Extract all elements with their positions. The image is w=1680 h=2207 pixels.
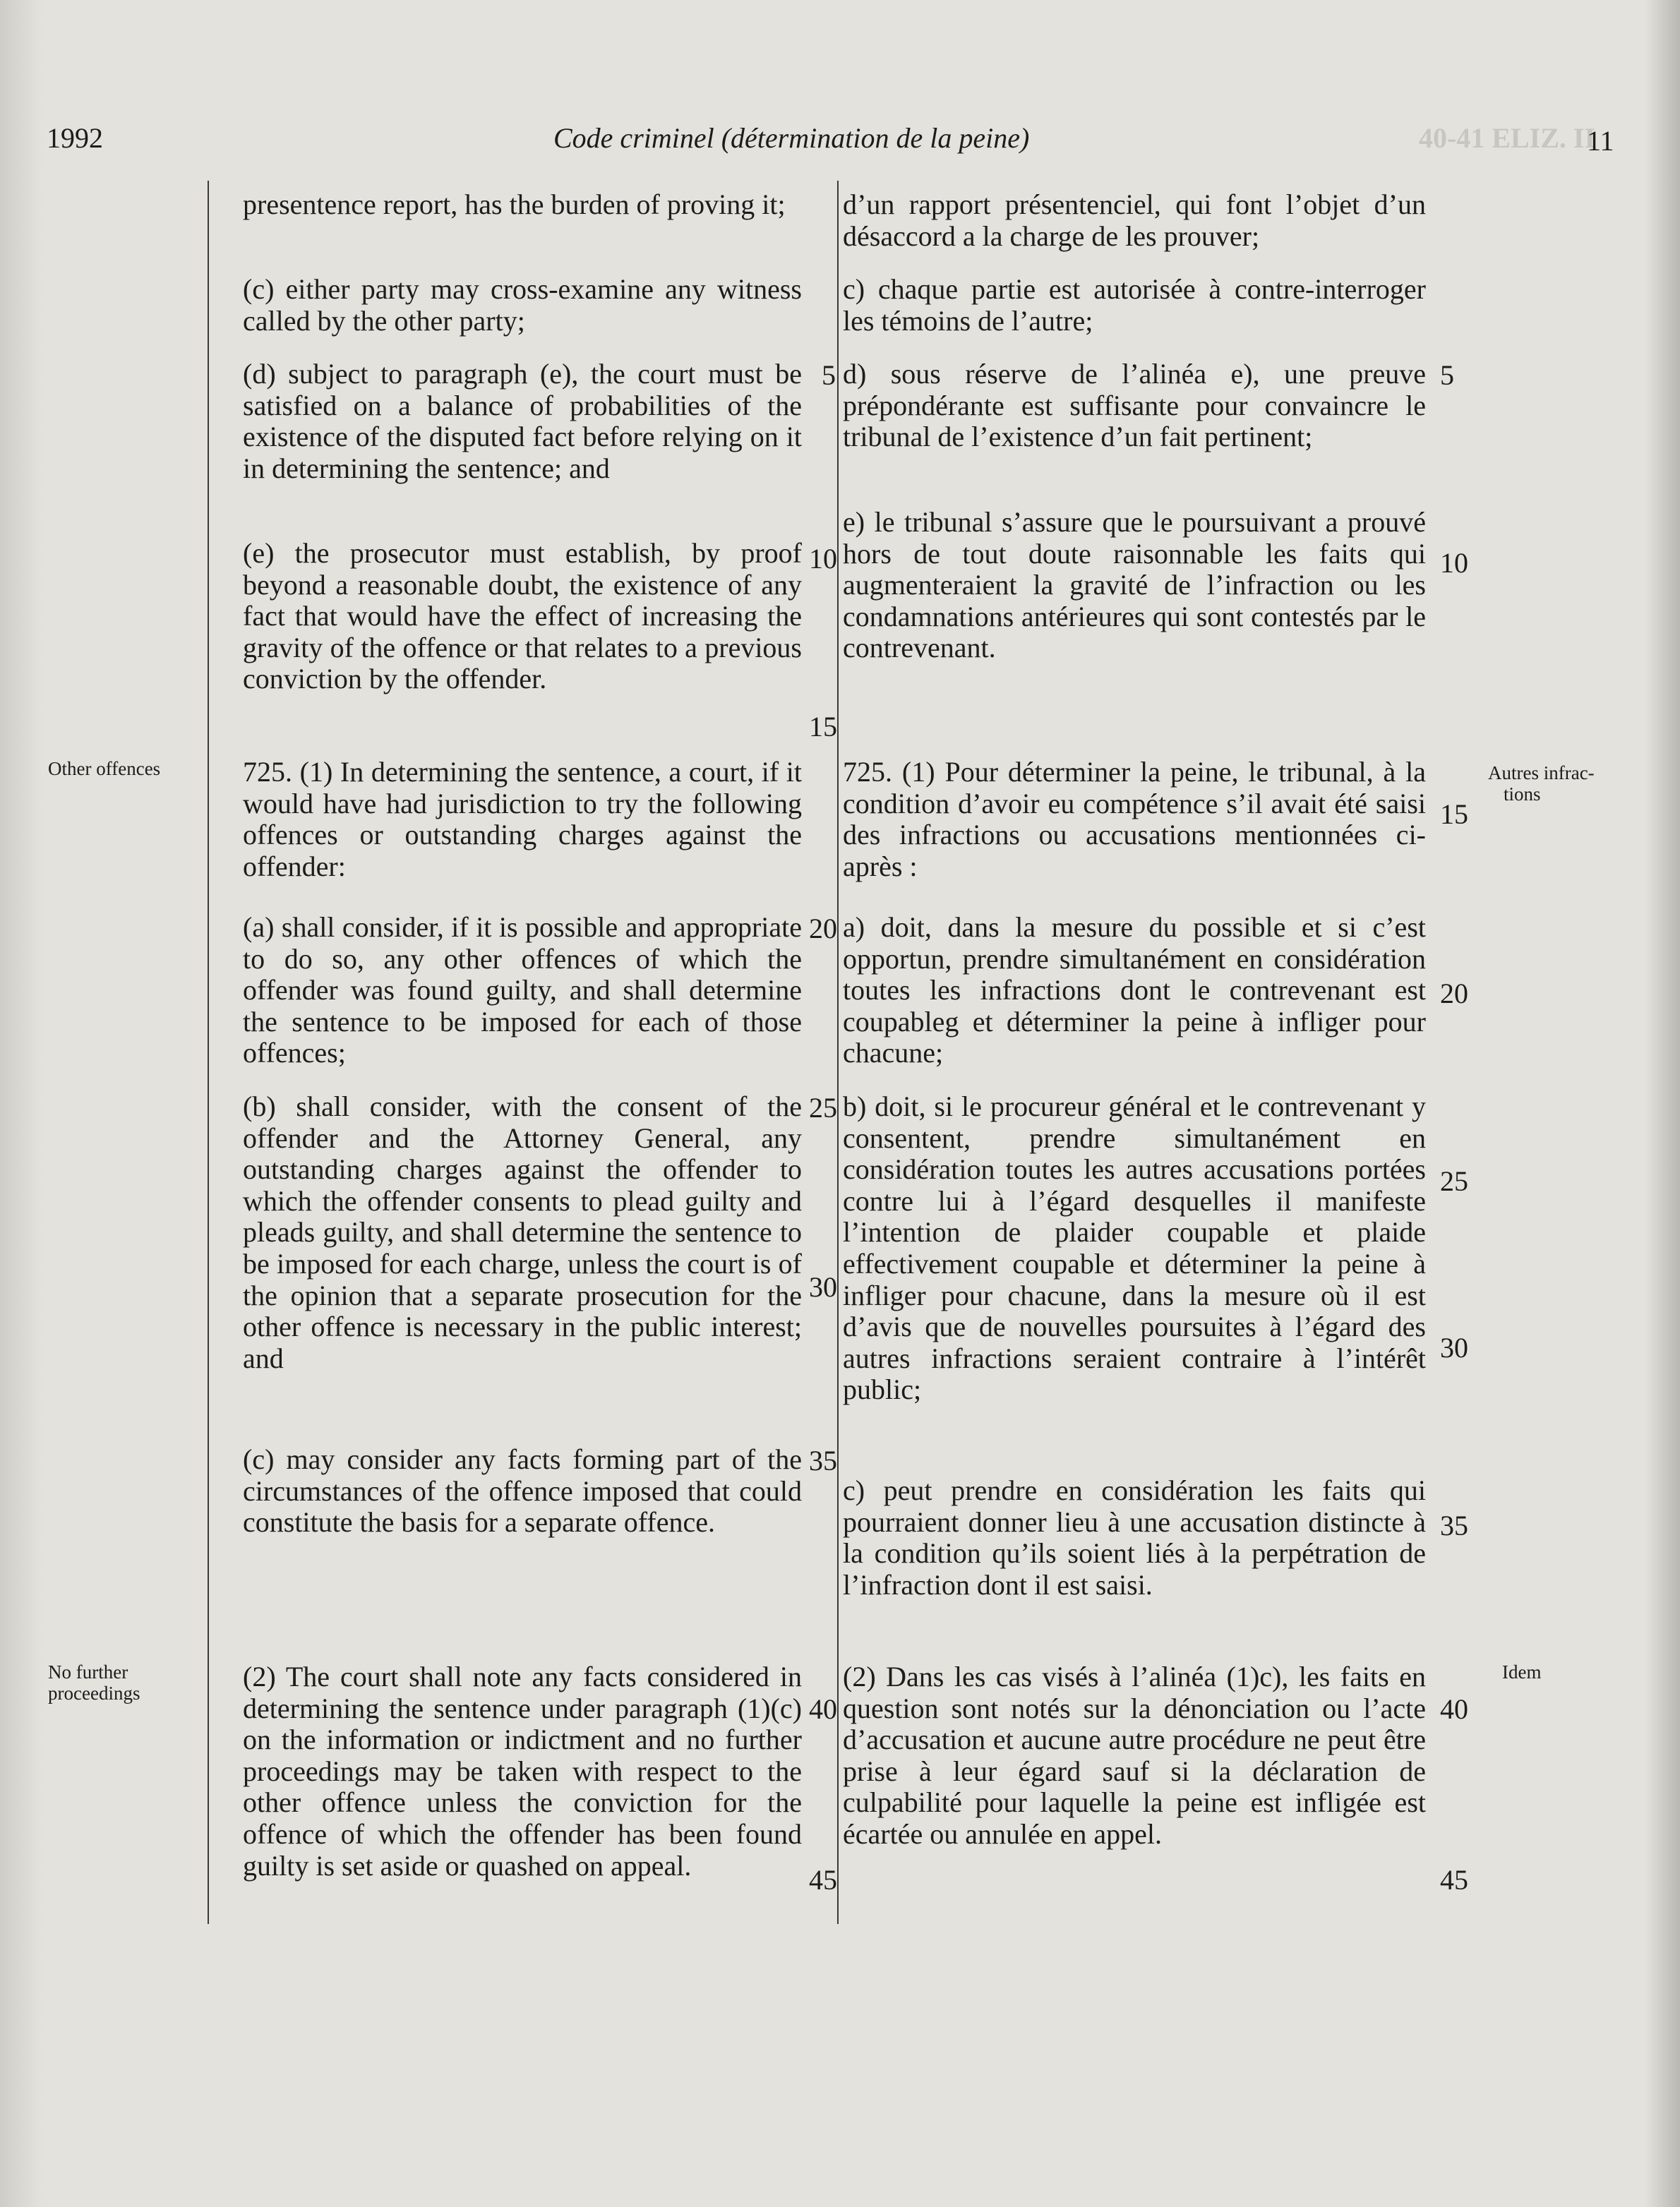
english-para-c2: (c) may consider any facts forming part of the circumstances of the offence imposed that could constitute the basis for a separate offence. bbox=[243, 1443, 802, 1539]
fr-line-number-45: 45 bbox=[1440, 1864, 1468, 1896]
english-block-d bbox=[243, 359, 802, 484]
en-line-number-45: 45 bbox=[809, 1864, 837, 1896]
margin-note-no-further-1: No further bbox=[48, 1661, 128, 1683]
english-section-725-2: (2) The court shall note any facts considered in determining the sentence under paragraph (1)(c) on the information or indictment and no further proceedings may be taken with respect to the other offence unless the conviction for the offence of which the offender has been found guilty is set aside or quashed on appeal. bbox=[243, 1661, 802, 1882]
en-line-number-25: 25 bbox=[809, 1092, 837, 1124]
french-block-e bbox=[843, 507, 1426, 664]
english-block-c2 bbox=[243, 1444, 802, 1539]
french-para-a: a) doit, dans la mesure du possible et si c’est opportun, prendre simultanément en considération toutes les infractions dont le contrevenant est coupableg et déterminer la peine à infliger pour chacune; bbox=[843, 911, 1426, 1069]
margin-note-idem: Idem bbox=[1502, 1661, 1542, 1683]
fr-line-number-10: 10 bbox=[1440, 547, 1468, 579]
english-block-e bbox=[243, 538, 802, 695]
english-para-e: (e) the prosecutor must establish, by proof beyond a reasonable doubt, the existence of any fact that would have the effect of increasing the gravity of the offence or that relates to a previous conviction by the offender. bbox=[243, 537, 802, 695]
page-shadow-right bbox=[1645, 0, 1680, 2207]
french-block-1 bbox=[843, 189, 1426, 252]
english-para-a: (a) shall consider, if it is possible and appropriate to do so, any other offences of which the offender was found guilty, and shall determine the sentence to be imposed for each of those offences; bbox=[243, 911, 802, 1069]
english-block-c bbox=[243, 274, 802, 337]
french-para-e: e) le tribunal s’assure que le poursuivant a prouvé hors de tout doute raisonnable les faits qui augmenteraient la gravité de l’infraction ou les condamnations antérieures qui sont contestés par le contrevenant. bbox=[843, 506, 1426, 664]
fr-line-number-15: 15 bbox=[1440, 798, 1468, 830]
center-column-rule bbox=[837, 181, 839, 1924]
french-section-725-2: (2) Dans les cas visés à l’alinéa (1)c), les faits en question sont notés sur la dénonciation ou l’acte d’accusation et aucune autre procédure ne peut être prise à leur égard sauf si la déclaration de culpabilité pour laquelle la peine est infligée est écartée ou annulée en appel. bbox=[843, 1661, 1426, 1850]
english-block-2 bbox=[243, 1661, 802, 1882]
english-para-c: (c) either party may cross-examine any witness called by the other party; bbox=[243, 273, 802, 337]
header-year: 1992 bbox=[47, 122, 103, 154]
french-para-b: b) doit, si le procureur général et le contrevenant y consentent, prendre simultanément en considération toutes les autres accusations portées contre lui à l’égard desquelles il manifeste l’intention de plaider coupable et plaide effectivement coupable et déterminer la peine à infliger pour chacune, dans la mesure où il est d’avis que de nouvelles poursuites à l’égard des autres infractions seraient contraire à l’intérêt public; bbox=[843, 1090, 1426, 1406]
header-title: Code criminel (détermination de la peine) bbox=[553, 122, 1030, 154]
fr-line-number-25: 25 bbox=[1440, 1165, 1468, 1197]
french-para-c: c) chaque partie est autorisée à contre-interroger les témoins de l’autre; bbox=[843, 273, 1426, 337]
margin-note-autres-1: Autres infrac- bbox=[1488, 762, 1595, 783]
french-para-1: d’un rapport présentenciel, qui font l’objet d’un désaccord a la charge de les prouver; bbox=[843, 188, 1426, 252]
english-block-725 bbox=[243, 757, 802, 882]
english-para-b: (b) shall consider, with the consent of the offender and the Attorney General, any outstanding charges against the offender to which the offender consents to plead guilty and pleads guilty, and shall determine the sentence to be imposed for each charge, unless the court is of the opinion that a separate prosecution for the other offence is necessary in the public interest; and bbox=[243, 1090, 802, 1374]
margin-note-no-further-2: proceedings bbox=[48, 1683, 140, 1704]
en-line-number-5: 5 bbox=[822, 359, 836, 391]
french-block-2 bbox=[843, 1661, 1426, 1851]
header-bleed-chapter: 40-41 ELIZ. II bbox=[1419, 122, 1596, 154]
page-number: 11 bbox=[1587, 125, 1614, 157]
french-block-c2 bbox=[843, 1475, 1426, 1601]
fr-line-number-30: 30 bbox=[1440, 1332, 1468, 1364]
french-block-b bbox=[843, 1091, 1426, 1406]
french-block-725 bbox=[843, 757, 1426, 882]
english-para-1: presentence report, has the burden of proving it; bbox=[243, 188, 786, 220]
french-block-a bbox=[843, 912, 1426, 1069]
english-block-b bbox=[243, 1091, 802, 1374]
french-block-c bbox=[843, 274, 1426, 337]
english-column bbox=[243, 189, 802, 221]
fr-line-number-40: 40 bbox=[1440, 1693, 1468, 1725]
fr-line-number-20: 20 bbox=[1440, 978, 1468, 1009]
en-line-number-20: 20 bbox=[809, 913, 837, 944]
fr-line-number-5: 5 bbox=[1440, 359, 1454, 391]
french-section-725-1: 725. (1) Pour déterminer la peine, le tribunal, à la condition d’avoir eu compétence s’il avait été saisi des infractions ou accusations mentionnées ci-après : bbox=[843, 756, 1426, 882]
french-para-d: d) sous réserve de l’alinéa e), une preuve prépondérante est suffisante pour convaincre le tribunal de l’existence d’un fait pertinent; bbox=[843, 358, 1426, 453]
page-shadow-left bbox=[0, 0, 42, 2207]
en-line-number-40: 40 bbox=[809, 1693, 837, 1725]
left-column-rule bbox=[208, 181, 209, 1924]
english-section-725-1: 725. (1) In determining the sentence, a court, if it would have had jurisdiction to try the following offences or outstanding charges against the offender: bbox=[243, 756, 802, 882]
french-block-d bbox=[843, 359, 1426, 453]
en-line-number-30: 30 bbox=[809, 1271, 837, 1303]
fr-line-number-35: 35 bbox=[1440, 1510, 1468, 1541]
french-para-c2: c) peut prendre en considération les faits qui pourraient donner lieu à une accusation distincte à la condition qu’ils soient liés à la perpétration de l’infraction dont il est saisi. bbox=[843, 1474, 1426, 1601]
english-para-d: (d) subject to paragraph (e), the court must be satisfied on a balance of probabilities of the existence of the disputed fact before relying on it in determining the sentence; and bbox=[243, 358, 802, 484]
english-block-a bbox=[243, 912, 802, 1069]
en-line-number-10: 10 bbox=[809, 543, 837, 575]
en-line-number-15: 15 bbox=[809, 711, 837, 742]
en-line-number-35: 35 bbox=[809, 1445, 837, 1477]
margin-note-other-offences: Other offences bbox=[48, 758, 161, 779]
margin-note-autres-2: tions bbox=[1504, 783, 1541, 805]
